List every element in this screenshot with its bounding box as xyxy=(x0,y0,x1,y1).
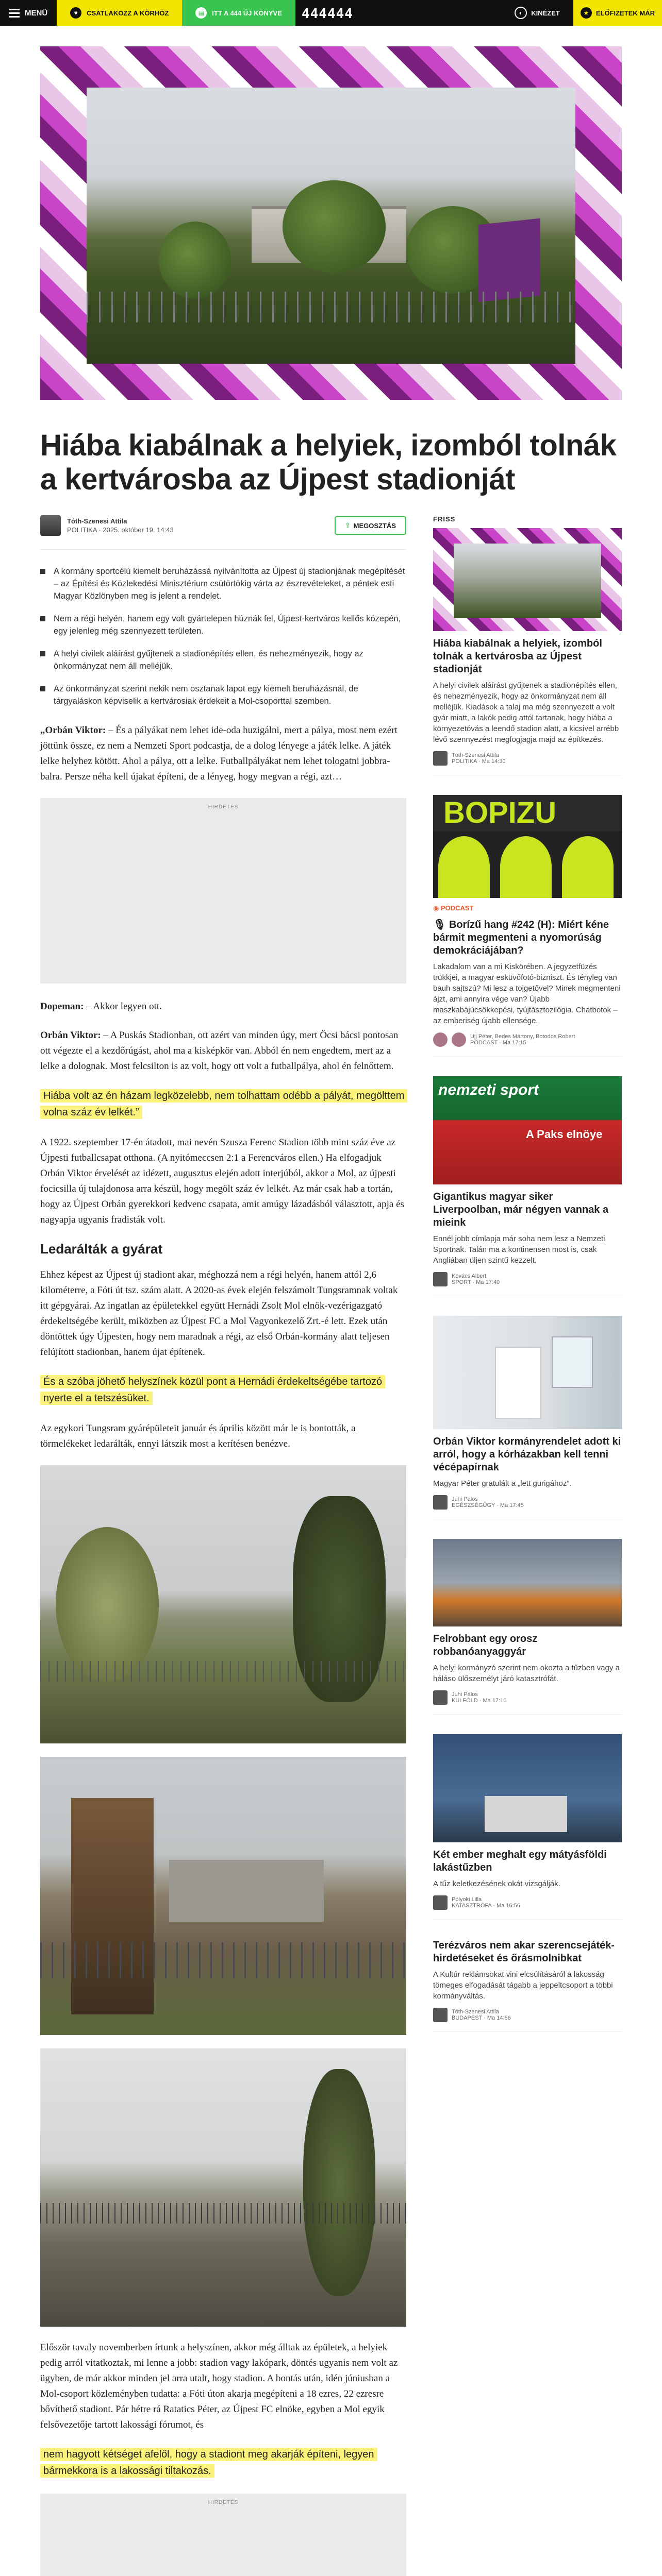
share-button[interactable]: ⇪ MEGOSZTÁS xyxy=(335,516,406,535)
highlight-quote: Hiába volt az én házam legközelebb, nem tolhattam odébb a pályát, megölttem volna száz év lelkét.” xyxy=(40,1088,406,1121)
paragraph: Dopeman: – Akkor legyen ott. xyxy=(40,1001,162,1012)
card-thumbnail[interactable] xyxy=(433,1734,622,1842)
lead-item: Nem a régi helyén, hanem egy volt gyártelepen húznák fel, Újpest-kertváros kellős közepén, egy jelenleg még szennyezett területen. xyxy=(40,613,406,637)
heart-icon: ♥ xyxy=(70,7,81,19)
photo-fence-gate xyxy=(40,1757,406,2035)
advertisement[interactable]: HIRDETÉS xyxy=(40,2494,406,2576)
book-icon: ▤ xyxy=(195,7,207,19)
subscribe-button[interactable]: ★ ELŐFIZETEK MÁR xyxy=(573,0,662,26)
article-body xyxy=(40,515,406,2576)
paragraph: A 1922. szeptember 17-én átadott, mai nevén Szusza Ferenc Stadion több mint száz éve az Újpesti futballcsapat otthona. (A nyitómeccsen 2:1 a Ferencváros ellen.) Ha elfogadjuk Orbán Viktor érvelését az idézett, augusztus elején adott interjúból, akkor a Mol, az újpesti focicsilla új tulajdonosa arra készül, hogy megölt száz év lelkét. Az már csak hab a tortán, hogy az Újpest Orbán gyerekkori kedvenc csapata, amit amúgy lázadásból választott, apja és nagyapja ugyanis fradisták volt. xyxy=(40,1137,404,1225)
star-icon: ★ xyxy=(581,7,592,19)
hero-image xyxy=(40,46,622,400)
card-thumbnail[interactable] xyxy=(433,1316,622,1429)
sidebar-card[interactable]: Két ember meghalt egy mátyásföldi lakástűzben A tűz keletkezésének okát vizsgálják. Pólyoki Lilla KATASZTRÓFA · Ma 16:56 xyxy=(433,1734,622,1920)
sidebar-card[interactable]: BOPIZU ◉ PODCAST 🎙 Borízű hang #242 (H): Miért kéne bármit megmenteni a nyomorúság demokráciájában? Lakadalom van a mi Kiskörében. A jegyzetfüzés trükkjei, a magyar esküvőfotó-bizniszt. És tényleg van bauh sajtszú? Mi lesz a tojgetővel? Minek megmenteni ájzt, ami annyira vége van? Újabb maszkabájúcsökkepési, tyújtásztozilógia. Chatbotok – az emberiség újabb ellensége. Ujj Péter, Bedes Mártony, Botodos Robert PODCAST · Ma 17:15 xyxy=(433,795,622,1057)
lead-item: A helyi civilek aláírást gyűjtenek a stadionépítés ellen, és nehezményezik, hogy az önkormányzat nem áll melléjük. xyxy=(40,648,406,672)
photo-rubble-field xyxy=(40,2048,406,2327)
section-date: POLITIKA · 2025. október 19. 14:43 xyxy=(67,526,174,534)
highlight-quote: nem hagyott kétséget afelől, hogy a stadiont meg akarják építeni, legyen bármekkora is a lakossági tiltakozás. xyxy=(40,2446,406,2479)
top-navigation xyxy=(0,0,662,26)
author-name[interactable]: Tóth-Szenesi Attila xyxy=(67,517,127,525)
subheading: Ledarálták a gyárat xyxy=(40,1241,163,1257)
card-thumbnail[interactable]: BOPIZU xyxy=(433,795,622,898)
advertisement[interactable]: HIRDETÉS xyxy=(40,798,406,984)
author-avatar[interactable] xyxy=(40,515,61,536)
sidebar-card[interactable]: Orbán Viktor kormányrendelet adott ki arról, hogy a kórházakban kell tenni vécépapírnak Magyar Péter gratulált a „lett gurigához”. Juhi Pálos EGÉSZSÉGÜGY · Ma 17:45 xyxy=(433,1316,622,1519)
sidebar-card[interactable]: Hiába kiabálnak a helyiek, izomból tolnák a kertvárosba az Újpest stadionját A helyi civilek aláírást gyűjtenek a stadionépítés ellen, és nehezményezik, hogy az önkormányzat nem áll melléjük. Kiadások a talaj ma még szennyezett a volt gyár miatt, a lakók pedig attól tartanak, hogy hiába a környezetóvás a leendő stadion alatt, a kicsivel arrébb lévő szennyezést megfogjagja majd az építkezés. Tóth-Szenesi Attila POLITIKA · Ma 14:30 xyxy=(433,528,622,775)
card-thumbnail[interactable] xyxy=(433,1539,622,1626)
join-club-button[interactable]: ♥ CSATLAKOZZ A KÖRHÖZ xyxy=(57,0,182,26)
site-logo[interactable]: 444444 xyxy=(302,6,353,22)
card-thumbnail[interactable] xyxy=(433,528,622,631)
appearance-button[interactable]: ◐ KINÉZET xyxy=(507,7,567,19)
sidebar-card[interactable]: Felrobbant egy orosz robbanóanyaggyár A helyi kormányzó szerint nem okozta a tűzben vagy a háláso ülőszemélyt járó katasztrófát. Juhi Pálos KÜLFÖLD · Ma 17:16 xyxy=(433,1539,622,1715)
menu-button[interactable] xyxy=(0,0,57,26)
sidebar-label: FRISS xyxy=(433,515,456,523)
paragraph: Az egykori Tungsram gyárépületeit január és április között már le is bontották, a törmelékeket ledarálták, ennyi látszik most a kerítésen benézve. xyxy=(40,1423,356,1449)
lead-list xyxy=(40,550,406,723)
paragraph: Ehhez képest az Újpest új stadiont akar, méghozzá nem a régi helyén, hanem attól 2,6 kilométerre, a Fóti út tsz. szám alatt. A 2020-as évek elején felszámolt Tungsramnak voltak itt gépgyárai. Az ingatlan az épületekkel együtt Hernádi Zsolt Mol elnök-vezérigazgató érdekeltségébe került, miközben az Újpest FC a Mol Vagyonkezelő Zrt.-é lett. Ezek után döntöttek úgy Újpesten, hogy nem maradnak a régi, az első Orbán-kormány alatt teljesen felújított stadionban, hanem újat építenek. xyxy=(40,1269,398,1358)
lead-item: A kormány sportcélú kiemelt beruházássá nyilvánította az Újpest új stadionjának megépítését – az Építési és Közlekedési Minisztérium csütörtökig várta az észrevételeket, a péntek esti Magyar Közlönyben meg is jelent a rendelet. xyxy=(40,565,406,602)
menu-label: MENÜ xyxy=(25,8,48,18)
sidebar-card[interactable]: nemzeti sport A Paks elnöye Gigantikus magyar siker Liverpoolban, már négyen vannak a mieink Ennél jobb címlapja már soha nem lesz a Nemzeti Sportnak. Talán ma a kontinensen most is, csak Angliában üljen szintű kezzelt. Kovács Albert SPORT · Ma 17:40 xyxy=(433,1076,622,1296)
article-meta xyxy=(40,515,406,550)
highlight-quote: És a szóba jöhető helyszínek közül pont a Hernádi érdekeltségébe tartozó nyerte el a tetszésüket. xyxy=(40,1374,406,1406)
lead-item: Az önkormányzat szerint nekik nem osztanak lapot egy kiemelt beruházásnál, de tárgyaláskon képviselik a kertvárosiak érdekeit a Mol-csoporttal szemben. xyxy=(40,683,406,707)
paragraph: Orbán Viktor: – A Puskás Stadionban, ott azért van minden úgy, mert Öcsi bácsi pontosan ott végezte el a kezdőrúgást, ahol ma a kisképkör van. Abból én nem engedtem, mert az a lelke a dolognak. Most felcsilton is az volt, hogy ott volt a futballpálya, ahol én felnőttem. xyxy=(40,1030,399,1072)
paragraph: Először tavaly novemberben írtunk a helyszínen, akkor még álltak az épületek, a helyiek pedig arról vitatkoztak, mi lenne a jobb: stadion vagy lakópark, döntés ugyanis nem volt az ügyben, de már akkor minden jel arra utalt, hogy stadion. A bontás után, idén júniusban a Mol-csoport közleményben tudatta: a Fóti úton akarja megépíteni a 18 ezres, 22 ezresre bővíthető stadiont. Pár hétre rá Ratatics Péter, az Újpest FC elnöke, egyben a Mol egyik felsővezetője tartott lakossági fórumot, és xyxy=(40,2342,398,2430)
hamburger-icon xyxy=(9,9,20,18)
paragraph: „Orbán Viktor: – És a pályákat nem lehet ide-oda huzigálni, mert a pálya, most nem ezért jöttünk össze, ez nem a Nemzeti Sport podcastja, de a dolog lényege a játék lelke. A játék lelke helyhez kötött. Ahol a pálya, ott a lelke. Futballpályákat nem lehet tologatni jobbra-balra. Persze néha kell újakat építeni, de a lényeg, hogy megvan a régi, azt… xyxy=(40,725,398,782)
sidebar-fresh xyxy=(433,515,622,2576)
eye-icon: ◐ xyxy=(515,7,527,19)
new-book-button[interactable]: ▤ ITT A 444 ÚJ KÖNYVE xyxy=(182,0,295,26)
sidebar-card[interactable]: Terézváros nem akar szerencsejáték-hirdetéseket és ő̈rásmolnibkat A Kultúr reklámsokat vini elcsúlításáról a lakosság tömeges elfogadását tágabb a jeppeltcsoport a többi kormányváltás. Tóth-Szenesi Attila BUDAPEST · Ma 14:56 xyxy=(433,1939,622,2032)
article-title: Hiába kiabálnak a helyiek, izomból tolnák a kertvárosba az Újpest stadionját xyxy=(40,429,617,496)
share-icon: ⇪ xyxy=(344,521,351,529)
card-thumbnail[interactable]: nemzeti sport A Paks elnöye xyxy=(433,1076,622,1184)
photo-demolition-site xyxy=(40,1465,406,1743)
